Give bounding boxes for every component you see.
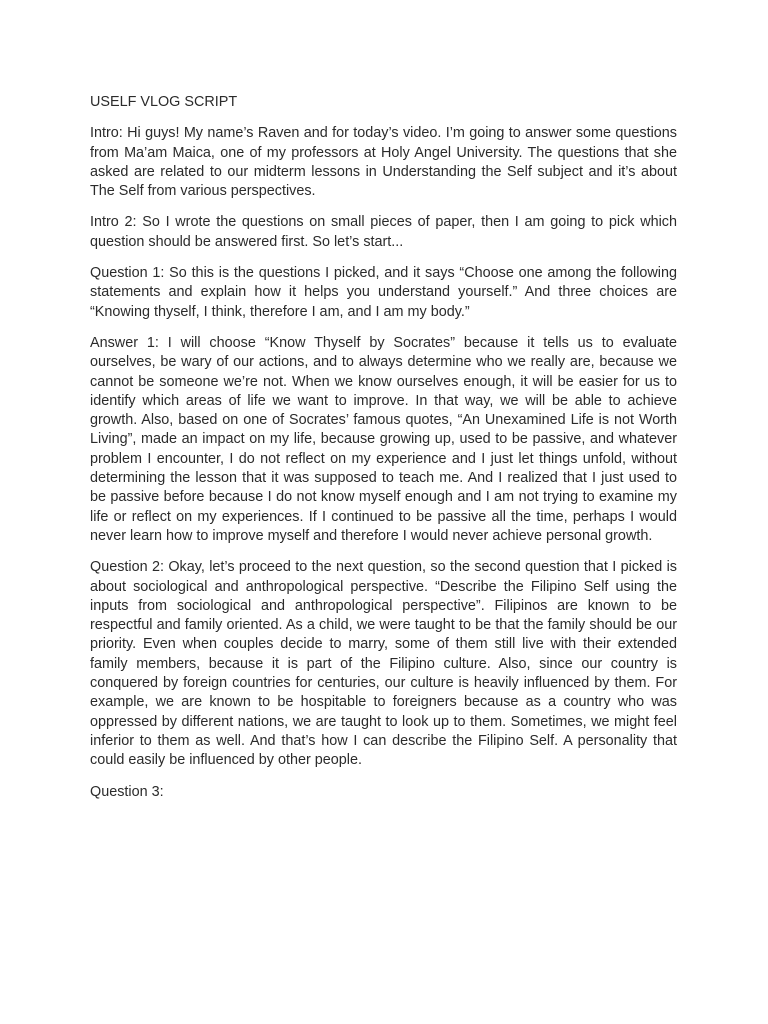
paragraph-question-2: Question 2: Okay, let’s proceed to the next question, so the second question that I picked is about sociological and anthropological perspective. “Describe the Filipino Self using the inputs from sociological and anthropological perspective”. Filipinos are known to be respectful and family oriented. As a child, we were taught to be that the family should be our priority. Even when couples decide to marry, some of them still live with their extended family members, because it is part of the Filipino culture. Also, since our country is conquered by foreign countries for centuries, our culture is heavily influenced by them. For example, we are known to be hospitable to foreigners because as a country who was oppressed by different nations, we are taught to look up to them. Sometimes, we might feel inferior to them as well. And that’s how I can describe the Filipino Self. A personality that could easily be influenced by other people.	[90, 559, 677, 769]
document-title: USELF VLOG SCRIPT	[90, 94, 238, 110]
paragraph-answer-1: Answer 1: I will choose “Know Thyself by Socrates” because it tells us to evaluate ourselves, be wary of our actions, and to always determine who we really are, because we cannot be someone we’re not. When we know ourselves enough, it will be easier for us to identify which areas of life we want to improve. In that way, we will be able to achieve growth. Also, based on one of Socrates’ famous quotes, “An Unexamined Life is not Worth Living”, made an impact on my life, because growing up, used to be passive, and whatever problem I encounter, I do not reflect on my experience and I just let things unfold, without determining the lesson that it was supposed to teach me. And I realized that I just used to be passive before because I do not know myself enough and I am not trying to examine my life or reflect on my experiences. If I continued to be passive all the time, perhaps I would never learn how to improve myself and therefore I would never achieve personal growth.	[90, 334, 677, 544]
document-page	[90, 93, 677, 814]
paragraph-intro: Intro: Hi guys! My name’s Raven and for today’s video. I’m going to answer some questions from Ma’am Maica, one of my professors at Holy Angel University. The questions that she asked are related to our midterm lessons in Understanding the Self subject and it’s about The Self from various perspectives.	[90, 125, 677, 200]
paragraph-question-3: Question 3:	[90, 783, 164, 800]
paragraph-question-1: Question 1: So this is the questions I picked, and it says “Choose one among the following statements and explain how it helps you understand yourself.” And three choices are “Knowing thyself, I think, therefore I am, and I am my body.”	[90, 265, 677, 320]
paragraph-intro-2: Intro 2: So I wrote the questions on small pieces of paper, then I am going to pick which question should be answered first. So let’s start...	[90, 214, 677, 250]
